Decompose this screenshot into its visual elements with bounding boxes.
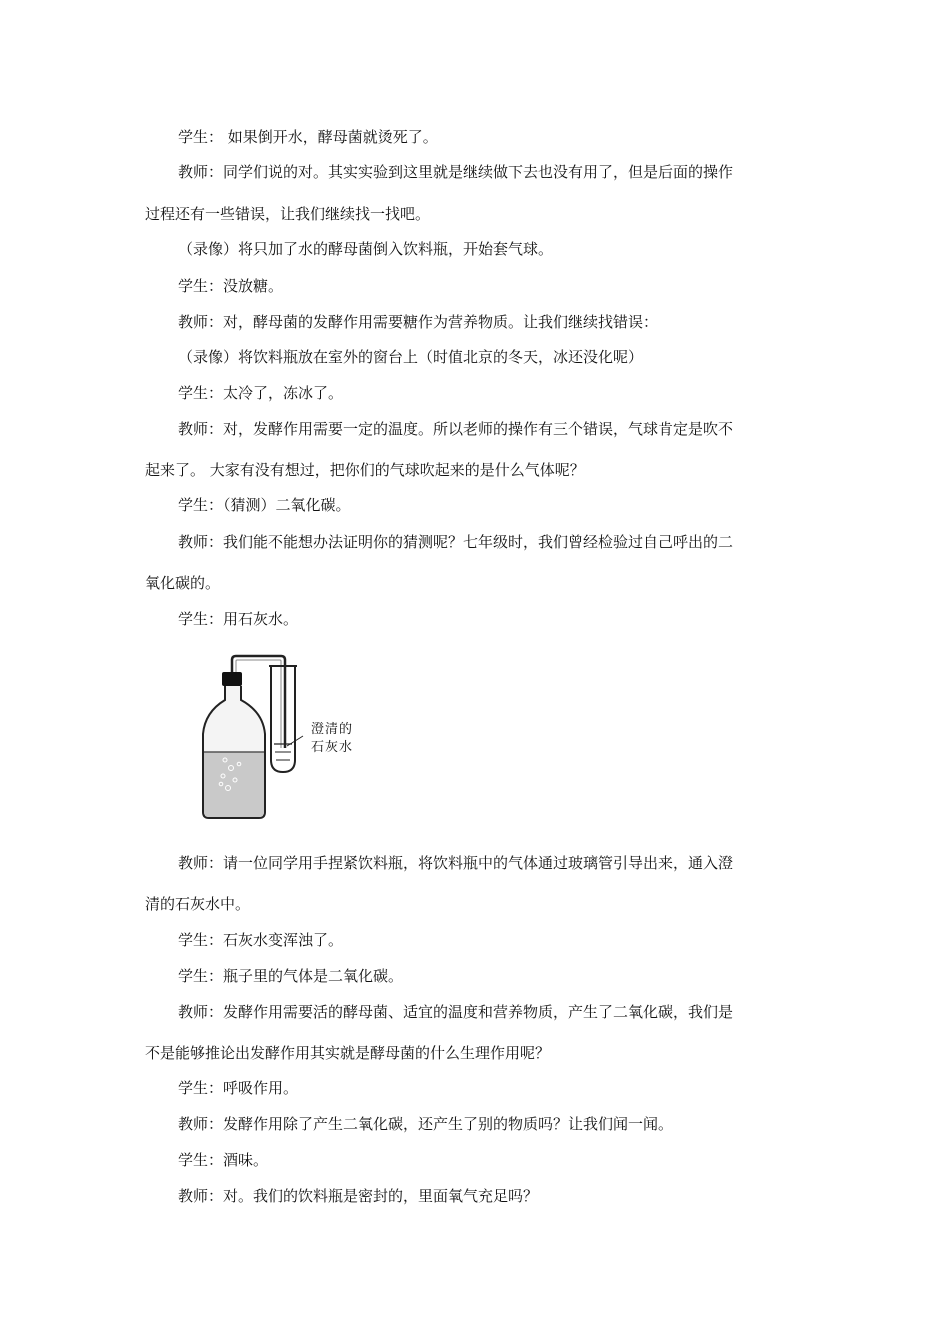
test-tube xyxy=(271,666,295,772)
paragraph-15-line-1: 教师：发酵作用需要活的酵母菌、适宜的温度和营养物质，产生了二氧化碳，我们是 xyxy=(178,1003,734,1021)
paragraph-19: 教师：对。我们的饮料瓶是密封的，里面氧气充足吗？ xyxy=(178,1187,539,1205)
paragraph-13: 学生：石灰水变浑浊了。 xyxy=(178,931,344,949)
paragraph-11: 学生：用石灰水。 xyxy=(178,610,299,628)
paragraph-10-line-1: 教师：我们能不能想办法证明你的猜测呢？七年级时，我们曾经检验过自己呼出的二 xyxy=(178,533,734,551)
paragraph-8-line-2: 起来了。 大家有没有想过，把你们的气球吹起来的是什么气体呢？ xyxy=(145,461,585,479)
paragraph-6: （录像）将饮料瓶放在室外的窗台上（时值北京的冬天，冰还没化呢） xyxy=(178,348,644,366)
stopper xyxy=(222,672,242,686)
paragraph-12-line-1: 教师：请一位同学用手捏紧饮料瓶，将饮料瓶中的气体通过玻璃管引导出来，通入澄 xyxy=(178,854,734,872)
paragraph-14: 学生：瓶子里的气体是二氧化碳。 xyxy=(178,967,404,985)
paragraph-7: 学生：太冷了，冻冰了。 xyxy=(178,384,344,402)
paragraph-4: 学生：没放糖。 xyxy=(178,277,284,295)
paragraph-2-line-1: 教师：同学们说的对。其实实验到这里就是继续做下去也没有用了，但是后面的操作 xyxy=(178,163,734,181)
paragraph-10-line-2: 氧化碳的。 xyxy=(145,574,221,592)
paragraph-5: 教师：对，酵母菌的发酵作用需要糖作为营养物质。让我们继续找错误： xyxy=(178,313,659,331)
paragraph-8-line-1: 教师：对，发酵作用需要一定的温度。所以老师的操作有三个错误，气球肯定是吹不 xyxy=(178,420,734,438)
paragraph-18: 学生：酒味。 xyxy=(178,1151,269,1169)
bottle-liquid xyxy=(204,752,264,817)
paragraph-9: 学生：（猜测）二氧化碳。 xyxy=(178,496,351,514)
paragraph-2-line-2: 过程还有一些错误，让我们继续找一找吧。 xyxy=(145,205,431,223)
paragraph-16: 学生：呼吸作用。 xyxy=(178,1079,299,1097)
figure-label-line-1: 澄清的 xyxy=(311,722,354,737)
experiment-figure xyxy=(195,648,380,823)
paragraph-1: 学生： 如果倒开水，酵母菌就烫死了。 xyxy=(178,128,438,146)
paragraph-15-line-2: 不是能够推论出发酵作用其实就是酵母菌的什么生理作用呢？ xyxy=(145,1044,551,1062)
paragraph-12-line-2: 清的石灰水中。 xyxy=(145,895,251,913)
paragraph-3: （录像）将只加了水的酵母菌倒入饮料瓶，开始套气球。 xyxy=(178,240,554,258)
paragraph-17: 教师：发酵作用除了产生二氧化碳，还产生了别的物质吗？让我们闻一闻。 xyxy=(178,1115,674,1133)
figure-label-line-2: 石灰水 xyxy=(311,740,354,755)
